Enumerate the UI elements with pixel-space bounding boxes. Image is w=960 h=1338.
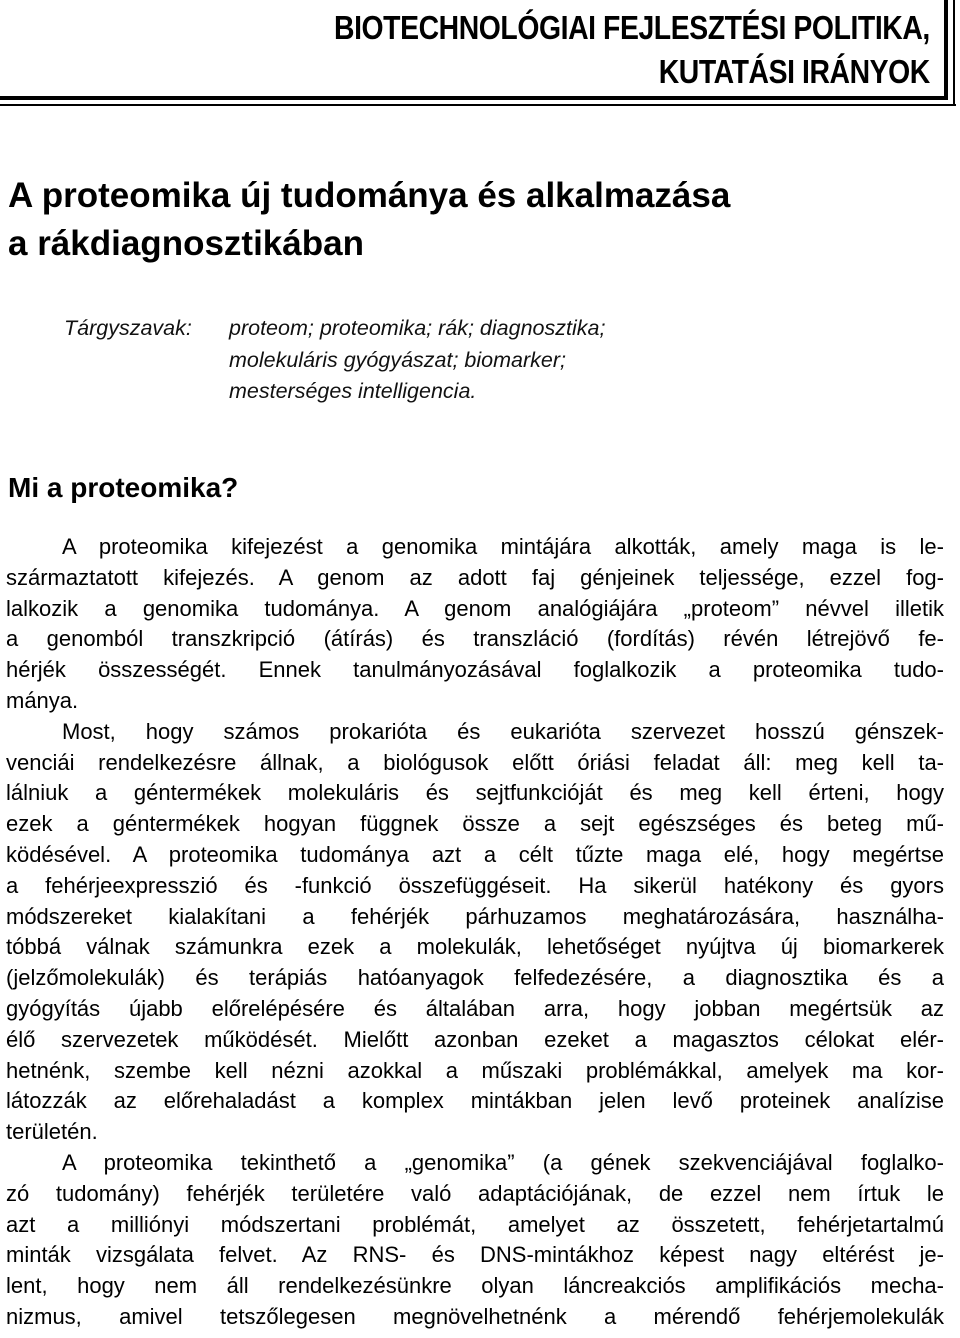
body-line: venciái rendelkezésre állnak, a biológusok előtt óriási feladat áll: meg kell ta- xyxy=(6,749,944,775)
section-header xyxy=(0,0,960,110)
body-line: gyógyítás újabb előrelépésére és általában arra, hogy jobban megértsük az xyxy=(6,995,944,1021)
body-line: ezek a géntermékek hogyan függnek össze a sejt egészséges és beteg mű- xyxy=(6,811,944,837)
keywords-list xyxy=(229,313,605,408)
body-line: hetnénk, szembe kell nézni azokkal a műszaki problémákkal, amelyek ma kor- xyxy=(6,1057,944,1083)
keywords-line: mesterséges intelligencia. xyxy=(229,379,477,403)
keywords-block xyxy=(64,313,605,408)
body-line: (jelzőmolekulák) és terápiás hatóanyagok felfedezésére, a diagnosztika és a xyxy=(6,965,944,991)
body-line: Most, hogy számos prokarióta és eukarióta szervezet hosszú génszek- xyxy=(62,718,944,744)
body-line: tóbbá válnak számunkra ezek a molekulák, lehetőséget nyújtva új biomarkerek xyxy=(6,934,944,960)
body-line: a fehérjeexpresszió és -funkció összefüggéseit. Ha sikerül hatékony és gyors xyxy=(6,872,944,898)
header-vertical-rule-thick xyxy=(944,0,948,100)
body-line: módszereket kialakítani a fehérjék párhuzamos meghatározására, használha- xyxy=(6,903,944,929)
keywords-line: molekuláris gyógyászat; biomarker; xyxy=(229,347,566,372)
body-line: A proteomika tekinthető a „genomika” (a gének szekvenciájával foglalko- xyxy=(62,1149,944,1175)
body-line: a genomból transzkripció (átírás) és transzláció (fordítás) révén létrejövő fe- xyxy=(6,626,944,652)
article-title-line-1: A proteomika új tudománya és alkalmazása xyxy=(8,176,731,215)
keywords-line: proteom; proteomika; rák; diagnosztika; xyxy=(229,316,606,340)
section-heading: Mi a proteomika? xyxy=(8,472,239,503)
article-title-line-2: a rákdiagnosztikában xyxy=(8,224,364,263)
body-line: ködésével. A proteomika tudománya azt a célt tűzte maga elé, hogy megértse xyxy=(6,841,944,867)
header-rule-thick xyxy=(0,96,948,100)
header-rule-thin xyxy=(0,104,956,106)
header-title-line-1: BIOTECHNOLÓGIAI FEJLESZTÉSI POLITIKA, xyxy=(334,9,930,46)
body-line: élő szervezetek működését. Mielőtt azonban ezeket a magasztos célokat elér- xyxy=(6,1026,944,1052)
body-line: hérjék összességét. Ennek tanulmányozásával foglalkozik a proteomika tudo- xyxy=(6,657,944,683)
body-line: A proteomika kifejezést a genomika mintájára alkották, amely maga is le- xyxy=(62,534,944,559)
body-line: területén. xyxy=(6,1119,98,1145)
body-line: zó tudomány) fehérjék területére való adaptációjának, de ezzel nem írtuk le xyxy=(6,1180,944,1206)
body-text xyxy=(6,532,944,1333)
article-title xyxy=(8,172,730,268)
section-header-title xyxy=(334,6,930,94)
body-line: látozzák az előrehaladást a komplex mintákban jelen levő proteinek analízise xyxy=(6,1088,944,1114)
body-line: származtatott kifejezés. A genom az adott faj génjeinek teljessége, ezzel fog- xyxy=(6,564,944,590)
body-line: lalkozik a genomika tudománya. A genom analógiájára „proteom” névvel illetik xyxy=(6,595,944,621)
header-title-line-2: KUTATÁSI IRÁNYOK xyxy=(658,53,930,90)
body-line: nizmus, amivel tetszőlegesen megnövelhetnénk a mérendő fehérjemolekulák xyxy=(6,1303,944,1329)
body-line: lent, hogy nem áll rendelkezésünkre olyan láncreakciós amplifikációs mecha- xyxy=(6,1273,944,1299)
header-vertical-rule-thin xyxy=(953,0,955,106)
keywords-label: Tárgyszavak: xyxy=(64,316,192,340)
body-line: azt a milliónyi módszertani problémát, amelyet az összetett, fehérjetartalmú xyxy=(6,1211,944,1237)
body-line: mánya. xyxy=(6,687,79,713)
body-line: minták vizsgálata felvet. Az RNS- és DNS-mintákhoz képest nagy eltérést je- xyxy=(6,1242,944,1268)
body-line: lálniuk a géntermékek molekuláris és sejtfunkcióját és meg kell érteni, hogy xyxy=(6,780,944,806)
